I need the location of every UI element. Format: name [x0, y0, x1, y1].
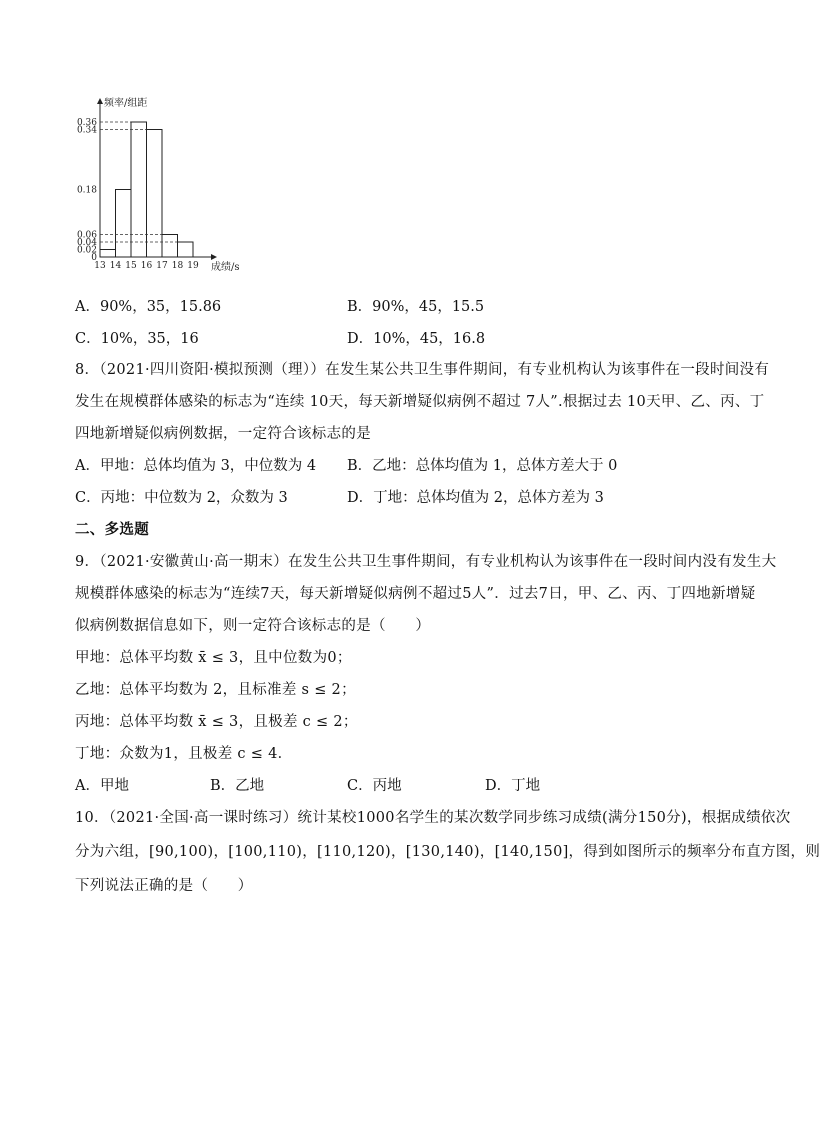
histogram-bar: [131, 122, 147, 257]
q9-condition-bing: 丙地：总体平均数 x̄ ≤ 3，且极差 c ≤ 2；: [75, 714, 358, 730]
histogram-bar: [100, 250, 116, 258]
y-tick-label: 0.02: [76, 245, 97, 256]
x-tick-label: 16: [140, 261, 153, 271]
q9-option-d[interactable]: D．丁地: [485, 778, 541, 794]
q9-condition-ding: 丁地：众数为1，且极差 c ≤ 4．: [75, 746, 293, 762]
q9-option-b[interactable]: B．乙地: [210, 778, 265, 794]
x-tick-label: 15: [125, 261, 137, 271]
q10-stem-line-2: 分为六组，[90,100)，[100,110)，[110,120)，[130,140)，[140,150]，得到如图所示的频率分布直方图，则: [75, 844, 820, 860]
q7-option-c[interactable]: C．10%，35，16: [75, 331, 199, 347]
histogram-bar: [178, 242, 194, 257]
x-axis-label: 成绩/s: [211, 262, 240, 273]
x-tick-label: 14: [109, 261, 122, 271]
q8-option-b[interactable]: B．乙地：总体均值为 1，总体方差大于 0: [347, 458, 618, 474]
x-tick-label: 17: [156, 261, 168, 271]
histogram-bar: [162, 235, 178, 258]
q9-option-c[interactable]: C．丙地: [347, 778, 402, 794]
q9-option-a[interactable]: A．甲地: [75, 778, 129, 794]
q8-stem-line-3: 四地新增疑似病例数据，一定符合该标志的是: [75, 426, 371, 442]
q7-option-a[interactable]: A．90%，35，15.86: [75, 299, 222, 315]
q8-option-c[interactable]: C．丙地：中位数为 2，众数为 3: [75, 490, 288, 506]
y-tick-label: 0.04: [76, 238, 97, 248]
y-tick-label: 0.06: [76, 230, 97, 241]
q8-option-d[interactable]: D．丁地：总体均值为 2，总体方差为 3: [347, 490, 604, 506]
y-axis-arrow: [97, 98, 103, 104]
q8-stem-line-2: 发生在规模群体感染的标志为“连续 10天，每天新增疑似病例不超过 7人”.根据过去 10天甲、乙、丙、丁: [75, 394, 765, 410]
q10-stem-line-3: 下列说法正确的是（ ）: [75, 878, 253, 894]
q9-stem-line-1: 9．（2021·安徽黄山·高一期末）在发生公共卫生事件期间，有专业机构认为该事件在一段时间内没有发生大: [75, 554, 777, 570]
q9-condition-jia: 甲地：总体平均数 x̄ ≤ 3，且中位数为0；: [75, 650, 352, 666]
x-axis-arrow: [211, 254, 217, 260]
histogram-bar: [147, 130, 163, 258]
y-tick-label: 0.18: [76, 185, 97, 196]
x-tick-label: 13: [94, 261, 106, 271]
q10-stem-line-1: 10．（2021·全国·高一课时练习）统计某校1000名学生的某次数学同步练习成绩(满分150分)，根据成绩依次: [75, 810, 791, 826]
histogram-bar: [116, 190, 132, 258]
q9-condition-yi: 乙地：总体平均数为 2，且标准差 s ≤ 2；: [75, 682, 356, 698]
q9-stem-line-2: 规模群体感染的标志为“连续7天，每天新增疑似病例不超过5人”．过去7日，甲、乙、丙、丁四地新增疑: [75, 586, 756, 602]
frequency-histogram: [76, 92, 252, 282]
y-tick-label: 0.36: [76, 118, 97, 128]
y-tick-label: 0: [91, 253, 97, 263]
y-axis-label: 频率/组距: [104, 98, 148, 109]
section-heading: 二、多选题: [75, 521, 149, 538]
q9-stem-line-3: 似病例数据信息如下，则一定符合该标志的是（ ）: [75, 618, 431, 634]
x-tick-label: 18: [171, 261, 184, 271]
q8-option-a[interactable]: A．甲地：总体均值为 3，中位数为 4: [75, 458, 317, 474]
q7-option-d[interactable]: D．10%，45，16.8: [347, 331, 486, 347]
x-tick-label: 19: [187, 261, 199, 271]
q7-option-b[interactable]: B．90%，45，15.5: [347, 299, 485, 315]
q8-stem-line-1: 8．（2021·四川资阳·模拟预测（理））在发生某公共卫生事件期间，有专业机构认为该事件在一段时间没有: [75, 362, 770, 378]
y-tick-label: 0.34: [76, 125, 97, 136]
